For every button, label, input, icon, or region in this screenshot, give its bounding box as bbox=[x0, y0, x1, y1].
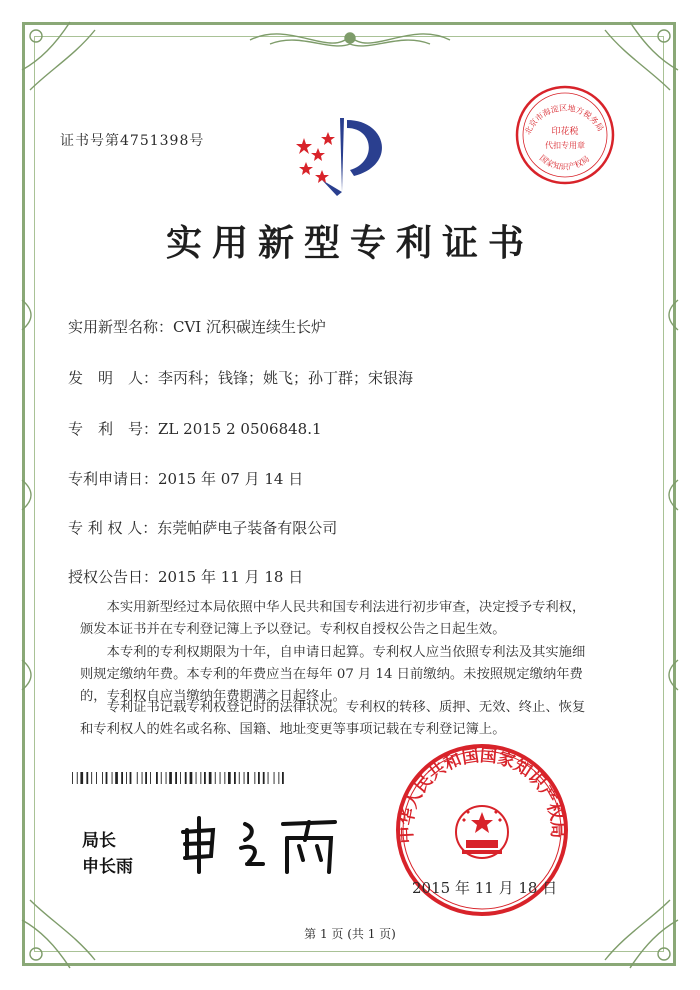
seal-date: 2015 年 11 月 18 日 bbox=[412, 879, 558, 897]
certificate-title: 实用新型专利证书 bbox=[165, 222, 534, 264]
barcode-bar bbox=[161, 772, 162, 784]
barcode-bar bbox=[166, 772, 167, 784]
barcode-bar bbox=[282, 772, 284, 784]
barcode-bar bbox=[137, 772, 138, 784]
barcode-bar bbox=[215, 772, 216, 784]
barcode-bar bbox=[268, 772, 269, 784]
barcode-bar bbox=[224, 772, 225, 784]
page-number: 第 1 页 (共 1 页) bbox=[304, 927, 396, 941]
barcode-bar bbox=[130, 772, 132, 784]
barcode-bar bbox=[258, 772, 260, 784]
barcode-bar bbox=[102, 772, 103, 784]
barcode-bar bbox=[150, 772, 151, 784]
utility-model-name: 实用新型名称：CVI 沉积碳连续生长炉 bbox=[68, 318, 327, 336]
barcode-bar bbox=[91, 772, 92, 784]
barcode-bar bbox=[247, 772, 249, 784]
barcode-bar bbox=[254, 772, 255, 784]
director-signature bbox=[175, 810, 345, 880]
barcode-bar bbox=[175, 772, 177, 784]
paragraph-3: 专利证书记载专利权登记时的法律状况。专利权的转移、质押、无效、终止、恢复和专利权人的姓名或名称、国籍、地址变更等事项记载在专利登记簿上。 bbox=[80, 700, 586, 737]
barcode-bar bbox=[204, 772, 206, 784]
filing-date: 专利申请日：2015 年 07 月 14 日 bbox=[68, 470, 304, 488]
barcode-bar bbox=[115, 772, 118, 784]
barcode-bar bbox=[142, 772, 143, 784]
barcode-bar bbox=[121, 772, 123, 784]
barcode-bar bbox=[263, 772, 265, 784]
tax-stamp bbox=[510, 80, 620, 190]
paragraph-2: 本专利的专利权期限为十年，自申请日起算。专利权人应当依照专利法及其实施细则规定缴纳年费。本专利的年费应当在每年 07 月 14 日前缴纳。未按照规定缴纳年费的，专利权自应当缴纳年费期满之日起终止。 bbox=[80, 645, 586, 704]
tax-stamp-inner-text-2: 代扣专用章 bbox=[545, 141, 585, 150]
tax-stamp-bottom-text: 国家知识产权局 bbox=[537, 153, 592, 172]
barcode-bar bbox=[80, 772, 83, 784]
paragraph-1: 本实用新型经过本局依照中华人民共和国专利法进行初步审查，决定授予专利权，颁发本证书并在专利登记簿上予以登记。专利权自授权公告之日起生效。 bbox=[80, 600, 586, 637]
barcode-bar bbox=[96, 772, 97, 784]
barcode-bar bbox=[72, 772, 73, 784]
barcode-bar bbox=[239, 772, 240, 784]
patentee: 专 利 权 人：东莞帕萨电子装备有限公司 bbox=[68, 519, 338, 537]
barcode-bar bbox=[278, 772, 279, 784]
barcode bbox=[72, 772, 372, 784]
inventors: 发 明 人：李丙科；钱锋；姚飞；孙丁群；宋银海 bbox=[68, 369, 414, 387]
barcode-bar bbox=[169, 772, 172, 784]
barcode-bar bbox=[274, 772, 275, 784]
barcode-bar bbox=[77, 772, 78, 784]
barcode-bar bbox=[209, 772, 212, 784]
certificate-number: 证书号第4751398号 bbox=[60, 133, 205, 149]
barcode-bar bbox=[244, 772, 245, 784]
barcode-bar bbox=[234, 772, 236, 784]
barcode-bar bbox=[220, 772, 221, 784]
patent-number: 专 利 号：ZL 2015 2 0506848.1 bbox=[68, 420, 322, 438]
director-title: 局长 bbox=[82, 831, 116, 851]
barcode-bar bbox=[145, 772, 147, 784]
director-name: 申长雨 bbox=[82, 857, 133, 877]
barcode-bar bbox=[180, 772, 181, 784]
seal-text: 中华人民共和国国家知识产权局 bbox=[396, 745, 568, 844]
barcode-bar bbox=[112, 772, 113, 784]
barcode-bar bbox=[190, 772, 193, 784]
patent-office-logo bbox=[292, 110, 407, 200]
grant-announcement-date: 授权公告日：2015 年 11 月 18 日 bbox=[68, 568, 304, 586]
barcode-bar bbox=[126, 772, 127, 784]
barcode-bar bbox=[185, 772, 187, 784]
barcode-bar bbox=[106, 772, 108, 784]
barcode-bar bbox=[228, 772, 231, 784]
barcode-bar bbox=[200, 772, 201, 784]
tax-stamp-inner-text: 印花税 bbox=[551, 127, 579, 137]
barcode-bar bbox=[196, 772, 197, 784]
barcode-bar bbox=[86, 772, 88, 784]
tax-stamp-arc-text: 北京市海淀区地方税务局 bbox=[523, 103, 606, 136]
barcode-bar bbox=[156, 772, 158, 784]
